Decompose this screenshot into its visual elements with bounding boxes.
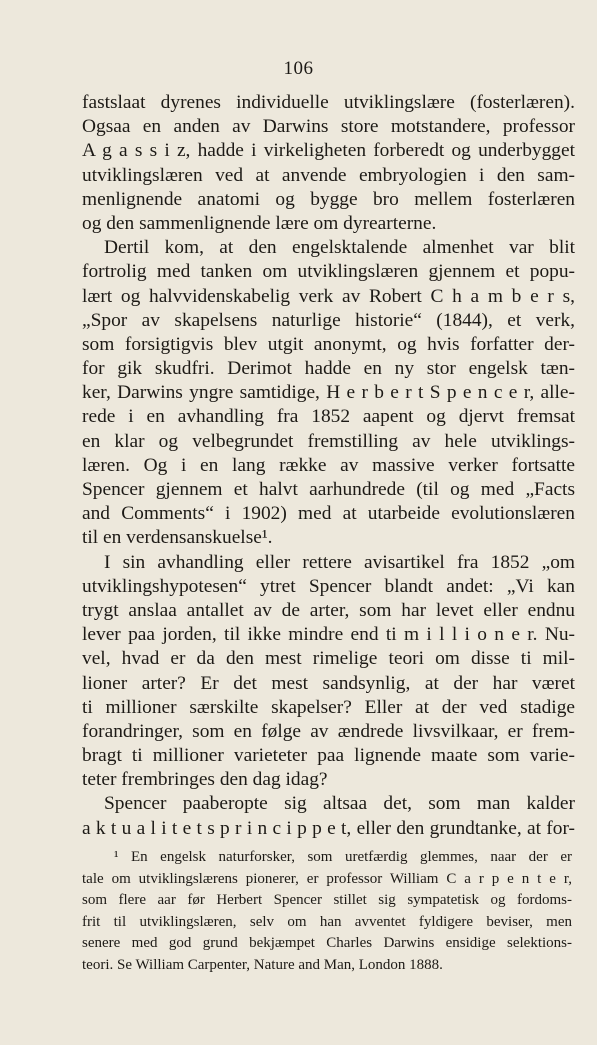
body-line: Spencer paaberopte sig altsaa det, som man kalder [104,793,575,815]
body-line: fortrolig med tanken om utviklingslæren gjennem et popu- [82,261,575,283]
footnote-line: tale om utviklingslærens pionerer, er professor William C a r p e n t e r, [82,870,572,887]
body-line: en klar og velbegrundet fremstilling av hele utviklings- [82,430,575,452]
footnote-line: ¹ En engelsk naturforsker, som uretfærdig glemmes, naar der er [114,849,572,865]
body-line: teter frembringes den dag idag? [82,769,328,791]
footnote-line: som flere aar før Herbert Spencer stillet sig sympatetisk og fordoms- [82,892,572,908]
body-line: Spencer gjennem et halvt aarhundrede (til og med „Facts [82,479,575,500]
page-number: 106 [283,58,314,79]
body-line: trygt anslaa antallet av de arter, som har levet eller endnu [82,599,575,621]
body-line: læren. Og i en lang række av massive verker fortsatte [82,454,575,476]
body-line: A g a s s i z, hadde i virkeligheten forberedt og underbygget [82,140,575,162]
footnote-line: teori. Se William Carpenter, Nature and Man, London 1888. [82,956,443,973]
body-line: og den sammenlignende lære om dyrearterne. [82,212,437,234]
body-line: ker, Darwins yngre samtidige, H e r b e r t S p e n c e r, alle- [82,382,575,404]
body-line: lioner arter? Er det mest sandsynlig, at der har været [82,672,575,694]
body-line: fastslaat dyrenes individuelle utviklingslære (fosterlæren). [82,92,575,113]
body-line: and Comments“ i 1902) med at utarbeide evolutionslæren [82,503,575,525]
body-line: I sin avhandling eller rettere avisartikel fra 1852 „om [104,551,575,573]
body-line: ti millioner særskilte skapelser? Eller at der ved stadige [82,696,575,718]
body-line: bragt ti millioner varieteter paa lignende maate som varie- [82,745,575,767]
body-line: vel, hvad er da den mest rimelige teori om disse ti mil- [82,648,575,670]
footnote-line: senere med god grund bekjæmpet Charles Darwins ensidige selektions- [82,935,572,951]
body-line: forandringer, som en følge av ændrede livsvilkaar, er frem- [82,720,575,742]
body-text [82,91,575,841]
body-line: for gik skudfri. Derimot hadde en ny stor engelsk tæn- [82,358,575,380]
body-line: menlignende anatomi og bygge bro mellem fosterlæren [82,188,575,210]
body-line: lever paa jorden, til ikke mindre end ti m i l l i o n e r. Nu- [82,624,575,646]
footnote-line: frit til utviklingslæren, selv om han avventet fyldigere beviser, men [82,913,572,930]
body-line: a k t u a l i t e t s p r i n c i p p e t, eller den grundtanke, at for- [82,817,575,839]
body-line: utviklingslæren ved at anvende embryologien i den sam- [82,164,575,186]
body-line: Dertil kom, at den engelsktalende almenhet var blit [104,237,575,259]
body-line: som forsigtigvis blev utgit anonymt, og hvis forfatter der- [82,333,575,355]
footnotes [82,847,572,976]
body-line: „Spor av skapelsens naturlige historie“ (1844), et verk, [82,309,575,331]
body-line: til en verdensanskuelse¹. [82,527,273,549]
body-line: lært og halvvidenskabelig verk av Robert C h a m b e r s, [82,285,575,307]
body-line: Ogsaa en anden av Darwins store motstandere, professor [82,116,575,138]
body-line: rede i en avhandling fra 1852 aapent og djervt fremsat [82,406,575,428]
body-line: utviklingshypotesen“ ytret Spencer blandt andet: „Vi kan [82,575,575,597]
